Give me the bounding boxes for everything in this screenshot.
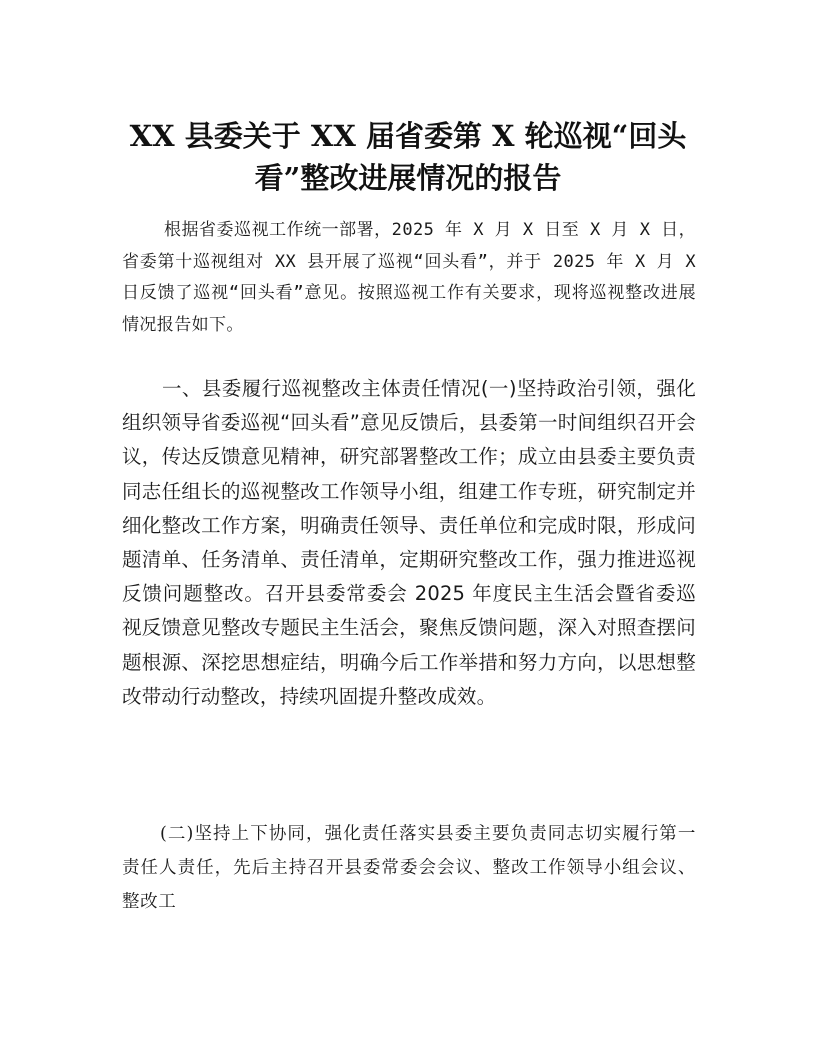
section-two-paragraph: (二)坚持上下协同，强化责任落实县委主要负责同志切实履行第一责任人责任，先后主持召开县委常委会会议、整改工作领导小组会议、整改工 — [122, 824, 696, 912]
intro-paragraph: 根据省委巡视工作统一部署，2025 年 X 月 X 日至 X 月 X 日，省委第十巡视组对 XX 县开展了巡视“回头看”，并于 2025 年 X 月 X 日反馈了巡视“回头看”意见。按照巡视工作有关要求，现将巡视整改进展情况报告如下。 — [122, 220, 696, 335]
report-title-line-1: XX 县委关于 XX 届省委第 X 轮巡视“回头 — [129, 119, 687, 153]
section-one-paragraph: 一、县委履行巡视整改主体责任情况(一)坚持政治引领，强化组织领导省委巡视“回头看”意见反馈后，县委第一时间组织召开会议，传达反馈意见精神，研究部署整改工作；成立由县委主要负责同志任组长的巡视整改工作领导小组，组建工作专班，研究制定并细化整改工作方案，明确责任领导、责任单位和完成时限，形成问题清单、任务清单、责任清单，定期研究整改工作，强力推进巡视反馈问题整改。召开县委常委会 2025 年度民主生活会暨省委巡视反馈意见整改专题民主生活会，聚焦反馈问题，深入对照查摆问题根源、深挖思想症结，明确今后工作举措和努力方向，以思想整改带动行动整改，持续巩固提升整改成效。 — [122, 377, 696, 708]
report-title-line-2: 看”整改进展情况的报告 — [254, 161, 562, 195]
